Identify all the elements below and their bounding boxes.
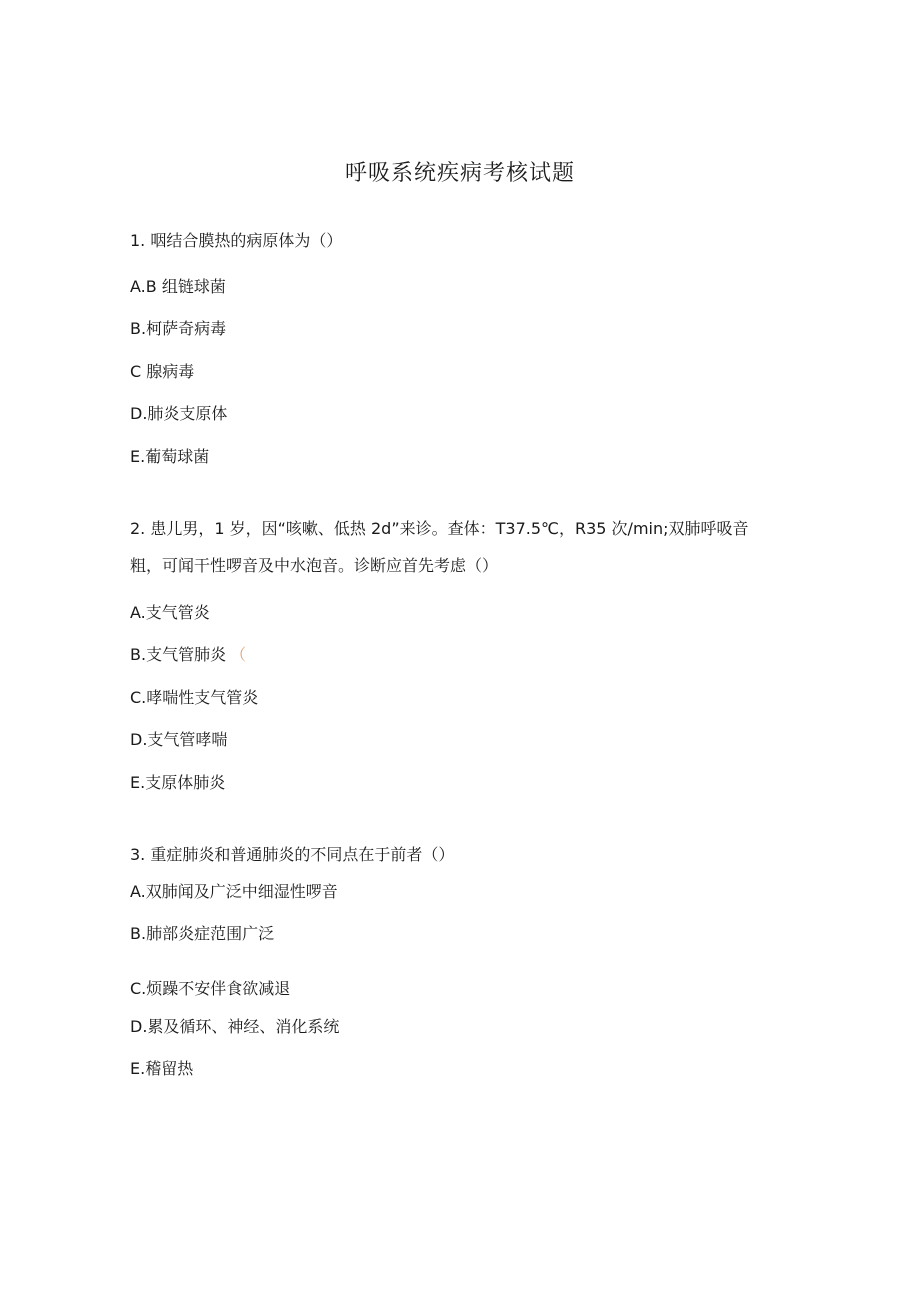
question-1-stem: 1. 咽结合膜热的病原体为（） [130, 231, 343, 250]
question-3-option-d: D.累及循环、神经、消化系统 [130, 1017, 340, 1036]
question-1-option-a: A.B 组链球菌 [130, 277, 226, 296]
question-2-stem-line-1: 2. 患儿男，1 岁，因“咳嗽、低热 2d”来诊。查体：T37.5℃，R35 次/min;双肺呼吸音 [130, 519, 749, 538]
question-2-option-d: D.支气管哮喘 [130, 730, 228, 749]
question-2-option-b-text: B.支气管肺炎 [130, 645, 227, 664]
question-1-option-c: C 腺病毒 [130, 362, 195, 381]
stray-bracket-mark: （ [230, 645, 247, 664]
question-3-option-e: E.稽留热 [130, 1059, 194, 1078]
question-3-stem: 3. 重症肺炎和普通肺炎的不同点在于前者（） [130, 845, 455, 864]
question-2-option-b [130, 643, 246, 667]
question-1-option-b: B.柯萨奇病毒 [130, 319, 227, 338]
question-3-option-c: C.烦躁不安伴食欲减退 [130, 979, 291, 998]
question-1-option-e: E.葡萄球菌 [130, 447, 210, 466]
question-2-option-e: E.支原体肺炎 [130, 773, 226, 792]
page-title: 呼吸系统疾病考核试题 [344, 161, 575, 186]
question-2-option-a: A.支气管炎 [130, 603, 210, 622]
question-3-option-b: B.肺部炎症范围广泛 [130, 924, 275, 943]
question-1-option-d: D.肺炎支原体 [130, 404, 228, 423]
question-2-stem-line-2: 粗，可闻干性啰音及中水泡音。诊断应首先考虑（） [130, 556, 499, 575]
question-3-option-a: A.双肺闻及广泛中细湿性啰音 [130, 882, 338, 901]
question-2-option-c: C.哮喘性支气管炎 [130, 688, 259, 707]
